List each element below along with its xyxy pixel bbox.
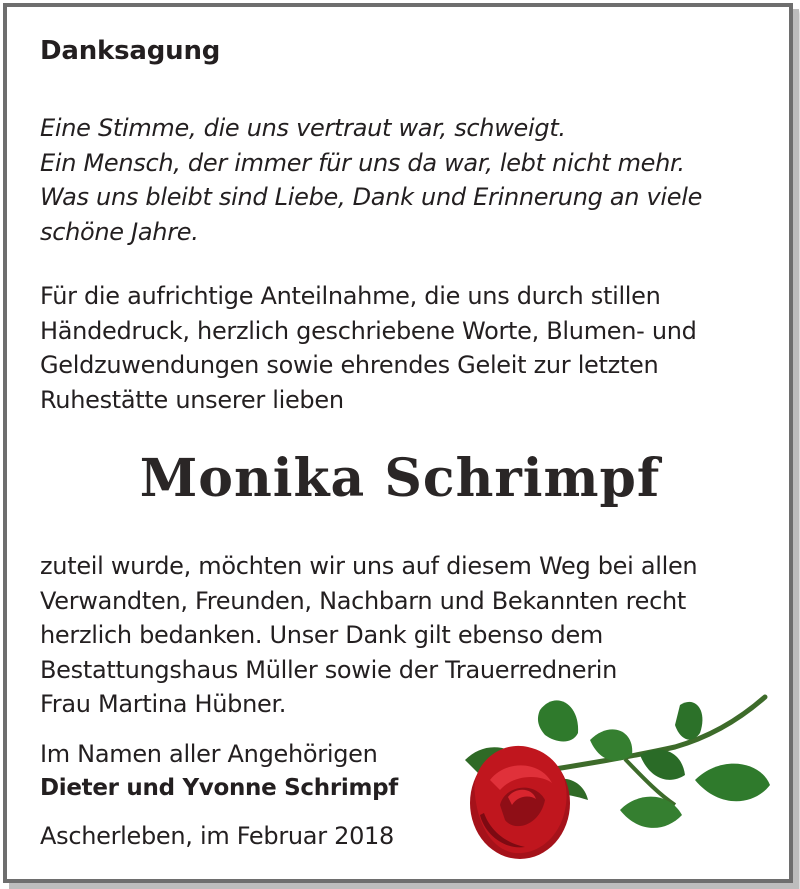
rose-leaf bbox=[695, 764, 770, 802]
paragraph-line: Ruhestätte unserer lieben bbox=[40, 385, 344, 414]
rose-leaf bbox=[675, 702, 702, 740]
rose-leaf bbox=[538, 700, 578, 741]
memorial-verse bbox=[40, 111, 702, 249]
paragraph-line: herzlich bedanken. Unser Dank gilt ebenso dem bbox=[40, 621, 603, 649]
signature-intro: Im Namen aller Angehörigen bbox=[40, 740, 378, 768]
paragraph-line: Verwandten, Freunden, Nachbarn und Bekannten recht bbox=[40, 586, 687, 615]
paragraph-line: Frau Martina Hübner. bbox=[40, 690, 287, 718]
verse-line: Was uns bleibt sind Liebe, Dank und Erinnerung an viele bbox=[40, 183, 703, 211]
paragraph-line: zuteil wurde, möchten wir uns auf diesem Weg bei allen bbox=[40, 552, 698, 580]
red-rose-icon bbox=[460, 685, 780, 875]
paragraph-line: Geldzuwendungen sowie ehrendes Geleit zur letzten bbox=[40, 351, 659, 379]
deceased-name: Monika Schrimpf bbox=[139, 448, 661, 509]
paragraph-line: Für die aufrichtige Anteilnahme, die uns durch stillen bbox=[40, 282, 661, 310]
verse-line: Ein Mensch, der immer für uns da war, lebt nicht mehr. bbox=[40, 148, 685, 177]
place-and-date: Ascherleben, im Februar 2018 bbox=[40, 822, 394, 850]
notice-heading: Danksagung bbox=[40, 36, 221, 66]
rose-leaf bbox=[590, 729, 632, 760]
rose-leaf bbox=[640, 749, 685, 779]
verse-line: Eine Stimme, die uns vertraut war, schweigt. bbox=[40, 114, 566, 142]
paragraph-line: Händedruck, herzlich geschriebene Worte, Blumen- und bbox=[40, 316, 697, 345]
signature-block bbox=[40, 737, 398, 805]
paragraph-line: Bestattungshaus Müller sowie der Trauerrednerin bbox=[40, 655, 618, 684]
verse-line: schöne Jahre. bbox=[40, 217, 199, 246]
thanks-paragraph-intro bbox=[40, 279, 697, 417]
signature-names: Dieter und Yvonne Schrimpf bbox=[40, 775, 398, 801]
